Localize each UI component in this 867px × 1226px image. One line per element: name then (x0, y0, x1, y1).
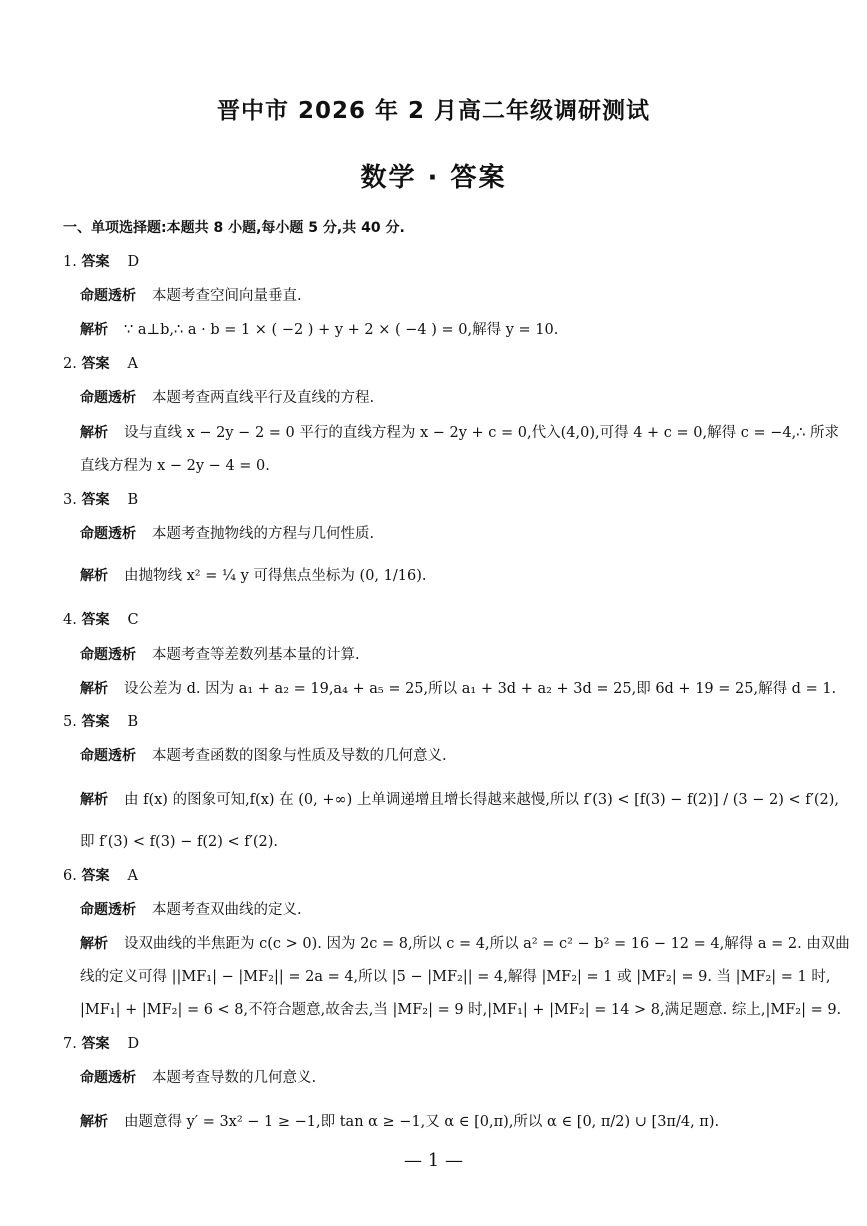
q1-analysis: 解析 ∵ a⊥b,∴ a · b = 1 × ( −2 ) + y + 2 × ( −4 ) = 0,解得 y = 10. (80, 322, 559, 338)
q4-analysis: 解析 设公差为 d. 因为 a₁ + a₂ = 19,a₄ + a₅ = 25,所以 a₁ + 3d + a₂ + 3d = 25,即 6d + 19 = 25,解得 d = 1. (80, 681, 837, 697)
q2-intent: 命题透析 本题考查两直线平行及直线的方程. (80, 390, 375, 406)
q5-answer: 5. 答案 B (63, 714, 139, 730)
q6-answer: 6. 答案 A (63, 868, 138, 884)
page-title: 晋中市 2026 年 2 月高二年级调研测试 (216, 98, 651, 124)
q3-answer: 3. 答案 B (63, 492, 139, 508)
q6-intent: 命题透析 本题考查双曲线的定义. (80, 902, 302, 918)
q2-analysis-cont: 直线方程为 x − 2y − 4 = 0. (80, 458, 270, 474)
q7-intent: 命题透析 本题考查导数的几何意义. (80, 1070, 317, 1086)
q6-analysis-cont2: |MF₁| + |MF₂| = 6 < 8,不符合题意,故舍去,当 |MF₂| = 9 时,|MF₁| + |MF₂| = 14 > 8,满足题意. 综上,|MF₂| = 9. (80, 1002, 842, 1018)
page-subtitle: 数学 · 答案 (360, 163, 507, 193)
q4-intent: 命题透析 本题考查等差数列基本量的计算. (80, 647, 360, 663)
q5-intent: 命题透析 本题考查函数的图象与性质及导数的几何意义. (80, 748, 447, 764)
q3-analysis: 解析 由抛物线 x² = ¼ y 可得焦点坐标为 (0, 1/16). (80, 568, 427, 584)
q2-answer: 2. 答案 A (63, 356, 138, 372)
q7-analysis: 解析 由题意得 y′ = 3x² − 1 ≥ −1,即 tan α ≥ −1,又 α ∈ [0,π),所以 α ∈ [0, π/2) ∪ [3π/4, π). (80, 1114, 720, 1130)
q6-analysis-cont: 线的定义可得 ||MF₁| − |MF₂|| = 2a = 4,所以 |5 − |MF₂|| = 4,解得 |MF₂| = 1 或 |MF₂| = 9. 当 |MF₂| = 1 时, (80, 969, 831, 985)
q7-answer: 7. 答案 D (63, 1036, 140, 1052)
page-number: — 1 — (404, 1150, 463, 1171)
q5-analysis: 解析 由 f(x) 的图象可知,f(x) 在 (0, +∞) 上单调递增且增长得越来越慢,所以 f′(3) < [f(3) − f(2)] / (3 − 2) < f′(2), (80, 792, 840, 808)
q6-analysis: 解析 设双曲线的半焦距为 c(c > 0). 因为 2c = 8,所以 c = 4,所以 a² = c² − b² = 16 − 12 = 4,解得 a = 2. 由双曲 (80, 936, 850, 952)
section-heading: 一、单项选择题:本题共 8 小题,每小题 5 分,共 40 分. (63, 220, 405, 236)
q3-intent: 命题透析 本题考查抛物线的方程与几何性质. (80, 526, 375, 542)
q2-analysis: 解析 设与直线 x − 2y − 2 = 0 平行的直线方程为 x − 2y + c = 0,代入(4,0),可得 4 + c = 0,解得 c = −4,∴ 所求 (80, 425, 840, 441)
q1-answer: 1. 答案 D (63, 254, 140, 270)
q1-intent: 命题透析 本题考查空间向量垂直. (80, 288, 302, 304)
q5-analysis-cont: 即 f′(3) < f(3) − f(2) < f′(2). (80, 834, 279, 850)
q4-answer: 4. 答案 C (63, 612, 139, 628)
